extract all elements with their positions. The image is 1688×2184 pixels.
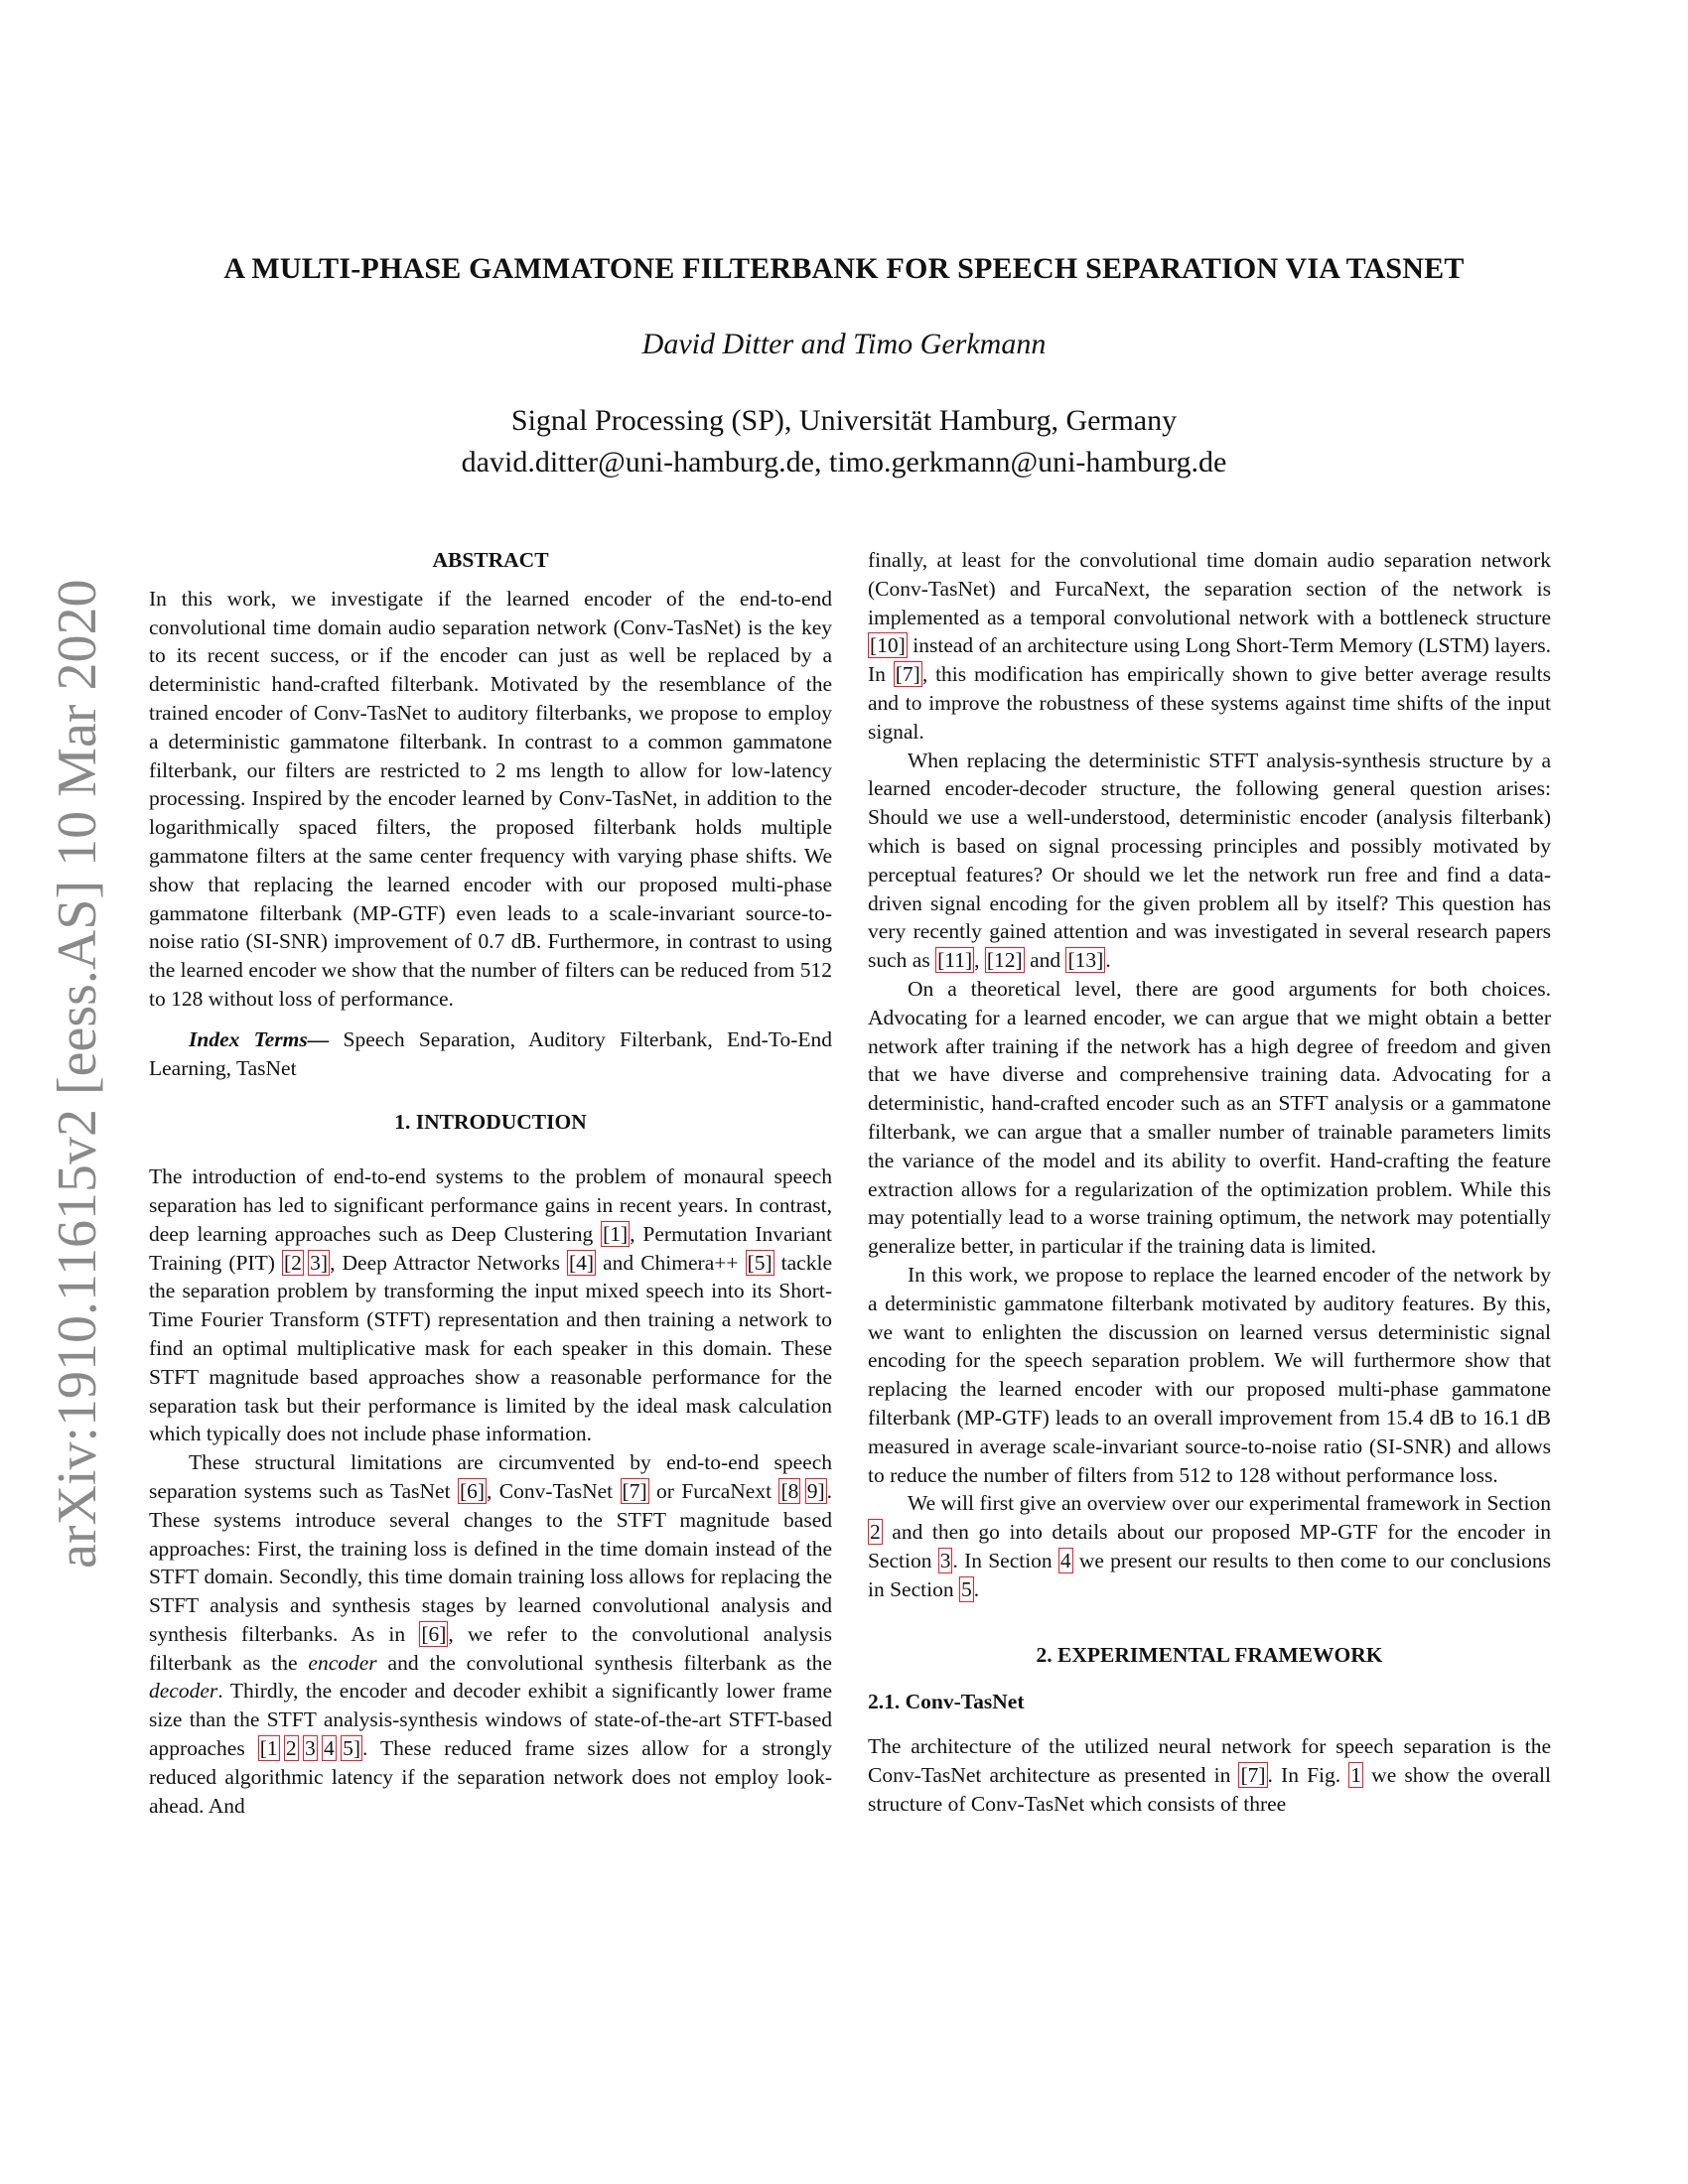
- text-span: and: [1024, 948, 1066, 973]
- text-span: and Chimera++: [596, 1250, 746, 1275]
- citation-link[interactable]: [2: [283, 1250, 302, 1275]
- citation-link[interactable]: [1]: [603, 1221, 629, 1246]
- citation-link[interactable]: 4: [324, 1736, 335, 1761]
- author-emails[interactable]: david.ditter@uni-hamburg.de, timo.gerkmann@uni-hamburg.de: [461, 446, 1227, 478]
- left-column: [149, 546, 832, 1820]
- citation-link[interactable]: [6]: [459, 1478, 486, 1503]
- arxiv-side-label: arXiv:1910.11615v2 [eess.AS] 10 Mar 2020: [47, 579, 108, 1569]
- text-span: , Conv-TasNet: [487, 1478, 621, 1503]
- text-span: . Thirdly, the encoder and decoder exhibit a significantly lower frame size than the STFT analysis-synthesis windows of state-of-the-art STFT-based approaches: [149, 1679, 832, 1761]
- text-span: The introduction of end-to-end systems to the problem of monaural speech separation has led to significant performance gains in recent years. In contrast, deep learning approaches such as Deep Clustering: [149, 1164, 832, 1246]
- citation-link[interactable]: 3]: [310, 1250, 329, 1275]
- intro-heading: 1. INTRODUCTION: [394, 1110, 587, 1135]
- text-span: When replacing the deterministic STFT analysis-synthesis structure by a learned encoder-decoder structure, the following general question arises: Should we use a well-understood, deterministic encoder (analysis filterbank) which is based on signal processing principles and possibly motivated by perceptual features? Or should we let the network run free and find a data-driven signal encoding for the given problem all by itself? This question has very recently gained attention and was investigated in several research papers such as: [868, 748, 1551, 973]
- section-link[interactable]: 5: [960, 1576, 972, 1601]
- text-span: The architecture of the utilized neural network for speech separation is the Conv-TasNet architecture as presented in: [868, 1734, 1551, 1787]
- citation-link[interactable]: [7]: [895, 662, 920, 687]
- text-span: . In Fig.: [1267, 1762, 1349, 1787]
- text-span: and then go into details about our proposed MP-GTF for the encoder in Section: [868, 1520, 1551, 1572]
- text-span: , Deep Attractor Networks: [330, 1250, 568, 1275]
- figure-link[interactable]: 1: [1350, 1762, 1362, 1787]
- citation-link[interactable]: [8: [780, 1478, 799, 1503]
- text-span: These structural limitations are circumvented by end-to-end speech separation systems such as TasNet: [149, 1450, 832, 1503]
- text-span: , we refer to the convolutional analysis filterbank as the: [149, 1621, 832, 1675]
- intro-paragraph-2: [149, 1448, 832, 1820]
- text-span: . In Section: [952, 1548, 1058, 1572]
- citation-link[interactable]: [6]: [421, 1621, 447, 1646]
- citation-link[interactable]: [7]: [622, 1478, 647, 1503]
- experimental-framework-heading: 2. EXPERIMENTAL FRAMEWORK: [1036, 1643, 1383, 1668]
- text-span: ,: [974, 948, 985, 973]
- citation-link[interactable]: [7]: [1240, 1762, 1266, 1787]
- text-span: tackle the separation problem by transforming the input mixed speech into its Short-Time Fourier Transform (STFT) representation and then training a network to find an optimal multiplicative mask for each speaker in this domain. These STFT magnitude based approaches show a reasonable performance for the separation task but their performance is limited by the ideal mask calculation which typically does not include phase information.: [149, 1250, 832, 1446]
- right-paragraph-5: [868, 1489, 1551, 1603]
- text-span: , this modification has empirically shown to give better average results and to improve the robustness of these systems against time shifts of the input signal.: [868, 662, 1551, 744]
- abstract-heading: ABSTRACT: [432, 548, 549, 572]
- paper-title: A MULTI-PHASE GAMMATONE FILTERBANK FOR SPEECH SEPARATION VIA TASNET: [223, 252, 1465, 285]
- affiliation-block: [139, 400, 1549, 483]
- section-link[interactable]: 3: [939, 1548, 951, 1572]
- paper-authors: David Ditter and Timo Gerkmann: [641, 328, 1047, 360]
- text-span: encoder: [308, 1650, 377, 1675]
- citation-link[interactable]: 3: [304, 1736, 316, 1761]
- citation-link[interactable]: [4]: [569, 1250, 595, 1275]
- index-terms-label: Index Terms—: [189, 1026, 330, 1051]
- affiliation: Signal Processing (SP), Universität Hamburg, Germany: [510, 404, 1178, 437]
- intro-paragraph-1: [149, 1162, 832, 1448]
- text-span: , Permutation Invariant Training (PIT): [149, 1221, 832, 1275]
- citation-link[interactable]: 9]: [806, 1478, 825, 1503]
- section-link[interactable]: 4: [1059, 1548, 1071, 1572]
- text-span: . These systems introduce several changes to the STFT magnitude based approaches: First, the training loss is defined in the time domain instead of the STFT domain. Secondly, this time domain training loss allows for replacing the STFT analysis and synthesis stages by learned convolutional analysis and synthesis filterbanks. As in: [149, 1478, 833, 1646]
- index-terms: [149, 1025, 832, 1083]
- text-span: we present our results to then come to our conclusions in Section: [868, 1548, 1551, 1601]
- text-span: decoder: [149, 1679, 218, 1704]
- text-span: we show the overall structure of Conv-TasNet which consists of three: [868, 1762, 1551, 1816]
- text-span: instead of an architecture using Long Short-Term Memory (LSTM) layers. In: [868, 633, 1551, 687]
- right-paragraph-4: In this work, we propose to replace the learned encoder of the network by a deterministic gammatone filterbank motivated by auditory features. By this, we want to enlighten the discussion on learned versus deterministic signal encoding for the speech separation problem. We will furthermore show that replacing the learned encoder with our proposed multi-phase gammatone filterbank (MP-GTF) leads to an overall improvement from 15.4 dB to 16.1 dB measured in average scale-invariant source-to-noise ratio (SI-SNR) and allows to reduce the number of filters from 512 to 128 without performance loss.: [868, 1262, 1551, 1487]
- text-span: .: [973, 1576, 980, 1601]
- right-paragraph-1: [868, 546, 1551, 747]
- right-column: [868, 546, 1551, 1818]
- abstract-text: In this work, we investigate if the learned encoder of the end-to-end convolutional time domain audio separation network (Conv-TasNet) is the key to its recent success, or if the encoder can just as well be replaced by a deterministic hand-crafted filterbank. Motivated by the resemblance of the trained encoder of Conv-TasNet to auditory filterbanks, we propose to employ a deterministic gammatone filterbank. In contrast to a common gammatone filterbank, our filters are restricted to 2 ms length to allow for low-latency processing. Inspired by the encoder learned by Conv-TasNet, in addition to the logarithmically spaced filters, the proposed filterbank holds multiple gammatone filters at the same center frequency with varying phase shifts. We show that replacing the learned encoder with our proposed multi-phase gammatone filterbank (MP-GTF) even leads to a scale-invariant source-to-noise ratio (SI-SNR) improvement of 0.7 dB. Furthermore, in contrast to using the learned encoder we show that the number of filters can be reduced from 512 to 128 without loss of performance.: [149, 586, 832, 1011]
- citation-link[interactable]: [1: [259, 1736, 278, 1761]
- right-paragraph-2: [868, 747, 1551, 975]
- citation-link[interactable]: 5]: [343, 1736, 361, 1761]
- section-link[interactable]: 2: [870, 1520, 881, 1545]
- citation-link[interactable]: [5]: [747, 1250, 773, 1275]
- citation-link[interactable]: [10]: [870, 633, 906, 658]
- text-span: finally, at least for the convolutional time domain audio separation network (Conv-TasNet) and FurcaNext, the separation section of the network is implemented as a temporal convolutional network with a bottleneck structure: [868, 548, 1551, 629]
- citation-link[interactable]: 2: [285, 1736, 297, 1761]
- citation-link[interactable]: [11]: [937, 948, 973, 973]
- text-span: We will first give an overview over our experimental framework in Section: [908, 1491, 1551, 1516]
- text-span: and the convolutional synthesis filterbank as the: [376, 1650, 832, 1675]
- text-span: .: [1105, 948, 1111, 973]
- right-paragraph-6: [868, 1732, 1551, 1818]
- citation-link[interactable]: [12]: [986, 948, 1023, 973]
- text-span: or FurcaNext: [648, 1478, 779, 1503]
- conv-tasnet-heading: 2.1. Conv-TasNet: [868, 1690, 1025, 1714]
- right-paragraph-3: On a theoretical level, there are good arguments for both choices. Advocating for a learned encoder, we can argue that we might obtain a better network after training if the network has a high degree of freedom and given that we have diverse and comprehensive training data. Advocating for a deterministic, hand-crafted encoder such as an STFT analysis or a gammatone filterbank, we can argue that a smaller number of trainable parameters limits the variance of the model and its ability to overfit. Hand-crafting the feature extraction allows for a regularization of the optimization problem. While this may potentially lead to a worse training optimum, the network may potentially generalize better, in particular if the training data is limited.: [868, 976, 1551, 1259]
- index-terms-text: Speech Separation, Auditory Filterbank, End-To-End Learning, TasNet: [149, 1026, 832, 1080]
- text-span: . These reduced frame sizes allow for a strongly reduced algorithmic latency if the separation network does not employ look-ahead. And: [149, 1736, 832, 1818]
- citation-link[interactable]: [13]: [1067, 948, 1104, 973]
